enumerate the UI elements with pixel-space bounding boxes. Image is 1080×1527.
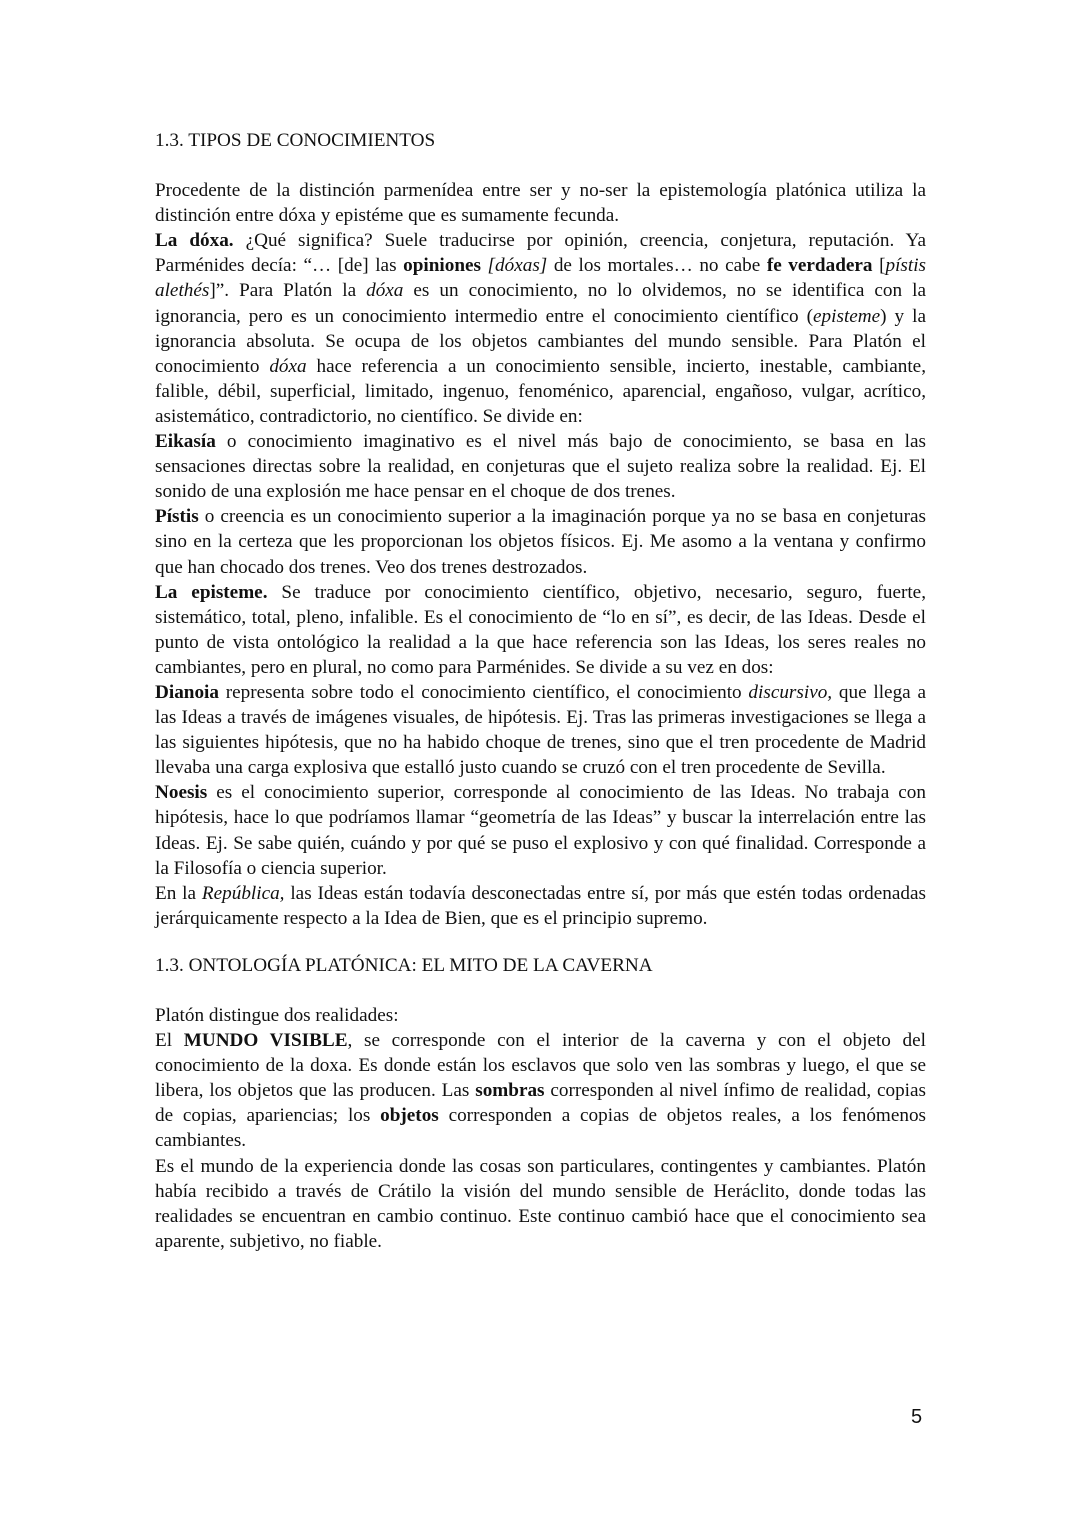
visible-text-1: El [155, 1030, 184, 1052]
term-discursivo: discursivo, [748, 681, 833, 703]
experiencia-text: Es el mundo de la experiencia donde las cosas son particulares, contingentes y cambiantes. Platón había recibido a través de Crátilo la visión del mundo sensible de Heráclito, donde todas las realidades se encuentran en cambio continuo. Este continuo cambió hace que el conocimiento sea aparente, subjetivo, no fiable. [155, 1155, 926, 1252]
term-eikasia: Eikasía [155, 431, 216, 453]
page-content [155, 128, 926, 1254]
eikasia-text: o conocimiento imaginativo es el nivel más bajo de conocimiento, se basa en las sensaciones directas sobre la realidad, en conjeturas que el sujeto realiza sobre la realidad. Ej. El sonido de una explosión me hace pensar en el choque de dos trenes. [155, 431, 926, 503]
paragraph-noesis [155, 780, 926, 880]
doxa-text-1: ¿Qué significa? Suele traducirse por opinión, creencia, conjetura, reputación. Ya Parménides decía: “… [de] las [155, 230, 926, 277]
term-republica: República, [201, 882, 285, 904]
doxa-text-3: [ [872, 255, 886, 277]
term-fe-verdadera: fe verdadera [766, 255, 873, 277]
republica-text-1: En la [155, 882, 202, 904]
paragraph-doxa [155, 228, 926, 429]
term-episteme-italic: episteme [813, 305, 881, 327]
term-pistis: Pístis [155, 506, 199, 528]
term-opiniones: opiniones [403, 255, 481, 277]
paragraph-experiencia [155, 1154, 926, 1254]
visible-text-2: , se corresponde con el interior de la caverna y con el objeto del conocimiento de la doxa. Es donde están los esclavos que solo ven las sombras y luego, el que se libera, los objetos que las producen. Las [155, 1030, 926, 1102]
term-dianoia: Dianoia [155, 681, 219, 703]
paragraph-eikasia [155, 429, 926, 504]
doxa-text-2: de los mortales… no cabe [547, 255, 767, 277]
pistis-text: o creencia es un conocimiento superior a la imaginación porque ya no se basa en conjeturas sino en la certeza que les proporcionan los objetos físicos. Ej. Me asomo a la ventana y confirmo que han chocado dos trenes. Veo dos trenes destrozados. [155, 506, 926, 578]
paragraph-dianoia [155, 680, 926, 780]
paragraph-republica [155, 881, 926, 931]
visible-text-4: corresponden a copias de objetos reales, a los fenómenos cambiantes. [155, 1105, 927, 1152]
term-episteme: La episteme. [155, 581, 268, 603]
intro-text: Procedente de la distinción parmenídea entre ser y no-ser la epistemología platónica utiliza la distinción entre dóxa y epistéme que es sumamente fecunda. [155, 180, 926, 227]
paragraph-mundo-visible [155, 1028, 926, 1153]
term-doxa-italic-2: dóxa [269, 355, 307, 377]
paragraph-dos-realidades [155, 1003, 926, 1028]
paragraph-intro [155, 178, 926, 228]
doxa-text-5: es un conocimiento, no lo olvidemos, no se identifica con la ignorancia, pero es un conocimiento intermedio entre el conocimiento científico ( [155, 280, 926, 327]
paragraph-pistis [155, 504, 926, 579]
doxa-text-4: ]”. Para Platón la [209, 280, 367, 302]
term-mundo-visible: MUNDO VISIBLE [183, 1030, 348, 1052]
term-noesis: Noesis [155, 782, 208, 804]
term-doxas: [dóxas] [480, 255, 548, 277]
term-pistis-alethes: pístis alethés [155, 255, 926, 302]
term-sombras: sombras [475, 1080, 545, 1102]
page-number: 5 [911, 1406, 923, 1428]
visible-text-3: corresponden al nivel ínfimo de realidad, copias de copias, apariencias; los [155, 1080, 927, 1127]
section-heading-tipos: 1.3. TIPOS DE CONOCIMIENTOS [155, 130, 436, 151]
dianoia-text-2: que llega a las Ideas a través de imágenes visuales, de hipótesis. Ej. Tras las primeras investigaciones se llega a las siguientes hipótesis, que no ha habido choque de trenes, sino que el tren procedente de Madrid llevaba una carga explosiva que estalló justo cuando se cruzó con el tren procedente de Sevilla. [155, 681, 926, 779]
dos-realidades-text: Platón distingue dos realidades: [155, 1005, 399, 1026]
term-doxa: La dóxa. [155, 230, 234, 252]
noesis-text: es el conocimiento superior, corresponde al conocimiento de las Ideas. No trabaja con hipótesis, hace lo que podríamos llamar “geometría de las Ideas” y buscar la interrelación entre las Ideas. Ej. Se sabe quién, cuándo y por qué se puso el explosivo y con qué finalidad. Corresponde a la Filosofía o ciencia superior. [155, 782, 926, 879]
paragraph-episteme [155, 580, 926, 680]
doxa-text-6: ) y la ignorancia absoluta. Se ocupa de los objetos cambiantes del mundo sensible. Para Platón el conocimiento [155, 305, 926, 377]
section-heading-ontologia: 1.3. ONTOLOGÍA PLATÓNICA: EL MITO DE LA CAVERNA [155, 954, 653, 976]
term-doxa-italic: dóxa [366, 280, 404, 302]
episteme-text: Se traduce por conocimiento científico, objetivo, necesario, seguro, fuerte, sistemático, total, pleno, infalible. Es el conocimiento de “lo en sí”, es decir, de las Ideas. Desde el punto de vista ontológico la realidad a la que hace referencia son las Ideas, los seres reales no cambiantes, pero en plural, no como para Parménides. Se divide a su vez en dos: [155, 581, 926, 678]
dianoia-text-1: representa sobre todo el conocimiento científico, el conocimiento [218, 681, 749, 703]
doxa-text-7: hace referencia a un conocimiento sensible, incierto, inestable, cambiante, falible, débil, superficial, limitado, ingenuo, fenoménico, aparencial, engañoso, vulgar, acrítico, asistemático, contradictorio, no científico. Se divide en: [155, 355, 926, 427]
term-objetos: objetos [380, 1105, 439, 1127]
republica-text-2: las Ideas están todavía desconectadas entre sí, por más que estén todas ordenadas jerárquicamente respecto a la Idea de Bien, que es el principio supremo. [155, 882, 926, 929]
